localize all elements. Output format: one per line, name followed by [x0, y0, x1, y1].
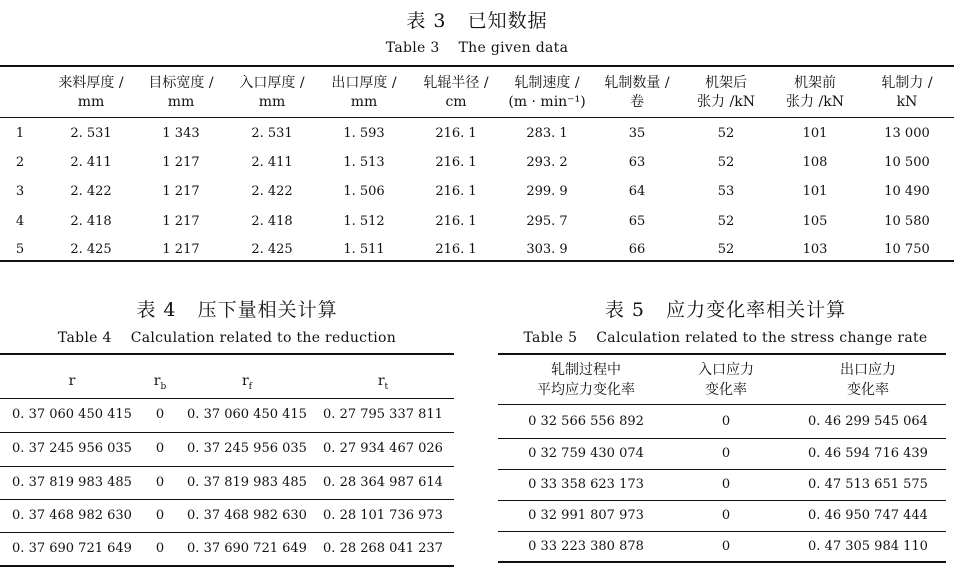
table4-row-rule: [0, 466, 454, 467]
table5-cell: 0 32 991 807 973: [528, 508, 644, 523]
table3-col-header-line1: 轧辊半径 /: [423, 75, 489, 91]
table5-caption-en: Table 5 Calculation related to the stress change rate: [523, 330, 928, 346]
table5-col-header-line2: 变化率: [705, 382, 747, 398]
table4-cell: 0. 37 690 721 649: [12, 541, 132, 556]
table5-cell: 0. 46 299 545 064: [808, 414, 928, 429]
table3-col-header-line1: 轧制数量 /: [604, 75, 670, 91]
table3-cell: 1 217: [162, 214, 200, 229]
table5-row-rule: [498, 438, 946, 439]
table4-row-rule: [0, 532, 454, 533]
table3-cell: 63: [628, 155, 646, 170]
table5-caption-cn: 表 5 应力变化率相关计算: [604, 299, 847, 321]
table3-cell: 108: [802, 155, 828, 170]
table3-cell: 53: [717, 184, 735, 199]
table4-top-rule: [0, 353, 454, 355]
table3-cell: 2. 418: [70, 214, 112, 229]
table3-col-header-line2: 张力 /kN: [697, 94, 755, 110]
table3-cell: 1. 506: [343, 184, 385, 199]
table3-col-header-line2: mm: [167, 94, 195, 110]
table3-cell: 216. 1: [435, 242, 477, 257]
table3-cell: 101: [802, 184, 828, 199]
table4-cell: 0. 37 468 982 630: [187, 508, 307, 523]
table4-cell: 0. 37 060 450 415: [187, 407, 307, 422]
table3-cell: 1. 513: [343, 155, 385, 170]
table3-col-header-line1: 出口厚度 /: [331, 75, 397, 91]
table5-col-header-line1: 入口应力: [698, 362, 754, 378]
table4-cell: 0. 37 819 983 485: [187, 475, 307, 490]
table5-row-rule: [498, 500, 946, 501]
table3-cell: 13 000: [884, 126, 930, 141]
table3-caption-cn: 表 3 已知数据: [406, 10, 548, 32]
table5-cell: 0 33 358 623 173: [528, 477, 644, 492]
table5-cell: 0. 46 594 716 439: [808, 446, 928, 461]
table3-cell: 295. 7: [526, 214, 568, 229]
table3-cell: 64: [628, 184, 646, 199]
table3-cell: 2. 425: [251, 242, 293, 257]
table4-cell: 0. 28 268 041 237: [323, 541, 443, 556]
table4-cell: 0. 28 101 736 973: [323, 508, 443, 523]
table4-cell: 0. 27 934 467 026: [323, 441, 443, 456]
table3-cell: 216. 1: [435, 184, 477, 199]
table3-bottom-rule: [0, 260, 954, 262]
table3-cell: 10 580: [884, 214, 930, 229]
table4-cell: 0: [155, 407, 165, 422]
table3-cell: 216. 1: [435, 126, 477, 141]
table4-col-header-subscript: t: [384, 381, 389, 392]
table4-col-header-symbol: r: [153, 373, 161, 389]
table5-cell: 0: [721, 539, 731, 554]
table5-cell: 0 33 223 380 878: [528, 539, 644, 554]
table5-cell: 0: [721, 508, 731, 523]
table3-cell: 2. 422: [251, 184, 293, 199]
table3-col-header-line1: 轧制速度 /: [514, 75, 580, 91]
table3-cell: 2. 411: [251, 155, 293, 170]
table5-row-rule: [498, 531, 946, 532]
table3-cell: 216. 1: [435, 214, 477, 229]
table4-col-header: [177, 372, 317, 396]
table3-cell: 2. 531: [251, 126, 293, 141]
table3-header-rule: [0, 117, 954, 118]
table4-col-header-subscript: b: [160, 381, 167, 392]
table3-col-header-line1: 机架前: [794, 75, 836, 91]
table4-cell: 0: [155, 541, 165, 556]
table5-col-header-line1: 出口应力: [840, 362, 896, 378]
table3-cell: 1. 593: [343, 126, 385, 141]
table4-header-rule: [0, 398, 454, 399]
table3-cell: 52: [717, 155, 735, 170]
table3-cell: 1 217: [162, 184, 200, 199]
table4-col-header: [145, 372, 175, 396]
table4-col-header-subscript: f: [248, 381, 253, 392]
table3-cell: 2. 531: [70, 126, 112, 141]
table5-cell: 0. 47 305 984 110: [808, 539, 928, 554]
table3-cell: 2. 411: [70, 155, 112, 170]
table3-cell: 1. 511: [343, 242, 385, 257]
table3-cell: 216. 1: [435, 155, 477, 170]
table5-cell: 0: [721, 477, 731, 492]
table4-cell: 0: [155, 508, 165, 523]
table4-cell: 0: [155, 475, 165, 490]
table4-row-rule: [0, 432, 454, 433]
table3-cell: 2. 422: [70, 184, 112, 199]
table3-cell: 103: [802, 242, 828, 257]
table3-cell: 303. 9: [526, 242, 568, 257]
table3-col-header-line2: 卷: [630, 94, 644, 110]
table3-cell: 101: [802, 126, 828, 141]
table4-cell: 0. 37 690 721 649: [187, 541, 307, 556]
table5-header-rule: [498, 404, 946, 405]
table3-col-header-line2: mm: [77, 94, 105, 110]
table3-col-header-line1: 来料厚度 /: [58, 75, 124, 91]
table5-cell: 0: [721, 414, 731, 429]
table3-cell: 35: [628, 126, 646, 141]
table3-cell: 10 500: [884, 155, 930, 170]
table3-col-header-line1: 轧制力 /: [881, 75, 933, 91]
table5-bottom-rule: [498, 561, 946, 563]
table5-top-rule: [498, 353, 946, 355]
table3-cell: 2: [15, 155, 25, 170]
table3-col-header-line1: 机架后: [705, 75, 747, 91]
table5-row-rule: [498, 469, 946, 470]
table4-cell: 0. 37 245 956 035: [187, 441, 307, 456]
table4-caption-en: Table 4 Calculation related to the reduction: [57, 330, 397, 346]
table3-col-header-line2: (m · min⁻¹): [508, 94, 586, 110]
table3-cell: 105: [802, 214, 828, 229]
table5-cell: 0. 46 950 747 444: [808, 508, 928, 523]
table4-col-header: [313, 372, 453, 396]
table3-caption-en: Table 3 The given data: [385, 40, 569, 56]
table3-col-header-line2: 张力 /kN: [786, 94, 844, 110]
table3-col-header-line2: cm: [445, 94, 467, 110]
table3-cell: 1. 512: [343, 214, 385, 229]
table3-col-header-line1: 目标宽度 /: [148, 75, 214, 91]
table4-row-rule: [0, 499, 454, 500]
table3-cell: 10 490: [884, 184, 930, 199]
table5-cell: 0 32 759 430 074: [528, 446, 644, 461]
table4-col-header: [2, 372, 142, 390]
table3-cell: 1 217: [162, 242, 200, 257]
table3-cell: 1: [15, 126, 25, 141]
table4-col-header-symbol: r: [241, 373, 249, 389]
table4-col-header-symbol: r: [68, 373, 76, 389]
table5-col-header-line2: 平均应力变化率: [537, 382, 635, 398]
table3-col-header-line2: mm: [350, 94, 378, 110]
table3-cell: 283. 1: [526, 126, 568, 141]
table3-col-header-line2: mm: [258, 94, 286, 110]
table3-col-header-line1: 入口厚度 /: [239, 75, 305, 91]
table3-cell: 299. 9: [526, 184, 568, 199]
table4-cell: 0. 37 468 982 630: [12, 508, 132, 523]
table4-col-header-symbol: r: [377, 373, 385, 389]
table3-cell: 52: [717, 242, 735, 257]
table3-cell: 4: [15, 214, 25, 229]
table3-cell: 66: [628, 242, 646, 257]
table3-cell: 1 217: [162, 155, 200, 170]
table4-cell: 0. 37 060 450 415: [12, 407, 132, 422]
table3-cell: 52: [717, 214, 735, 229]
table4-cell: 0: [155, 441, 165, 456]
table4-cell: 0. 37 819 983 485: [12, 475, 132, 490]
table3-cell: 10 750: [884, 242, 930, 257]
table3-cell: 3: [15, 184, 25, 199]
table3-cell: 293. 2: [526, 155, 568, 170]
table3-cell: 65: [628, 214, 646, 229]
table5-cell: 0 32 566 556 892: [528, 414, 644, 429]
table3-top-rule: [0, 65, 954, 67]
table5-cell: 0: [721, 446, 731, 461]
table3-cell: 52: [717, 126, 735, 141]
table4-cell: 0. 37 245 956 035: [12, 441, 132, 456]
table4-cell: 0. 28 364 987 614: [323, 475, 443, 490]
table4-caption-cn: 表 4 压下量相关计算: [136, 299, 338, 321]
table5-col-header-line1: 轧制过程中: [551, 362, 621, 378]
table3-cell: 2. 418: [251, 214, 293, 229]
table5-cell: 0. 47 513 651 575: [808, 477, 928, 492]
table4-cell: 0. 27 795 337 811: [323, 407, 443, 422]
table3-col-header-line2: kN: [896, 94, 918, 110]
table3-cell: 5: [15, 242, 25, 257]
table3-cell: 1 343: [162, 126, 200, 141]
table5-col-header-line2: 变化率: [847, 382, 889, 398]
table3-cell: 2. 425: [70, 242, 112, 257]
